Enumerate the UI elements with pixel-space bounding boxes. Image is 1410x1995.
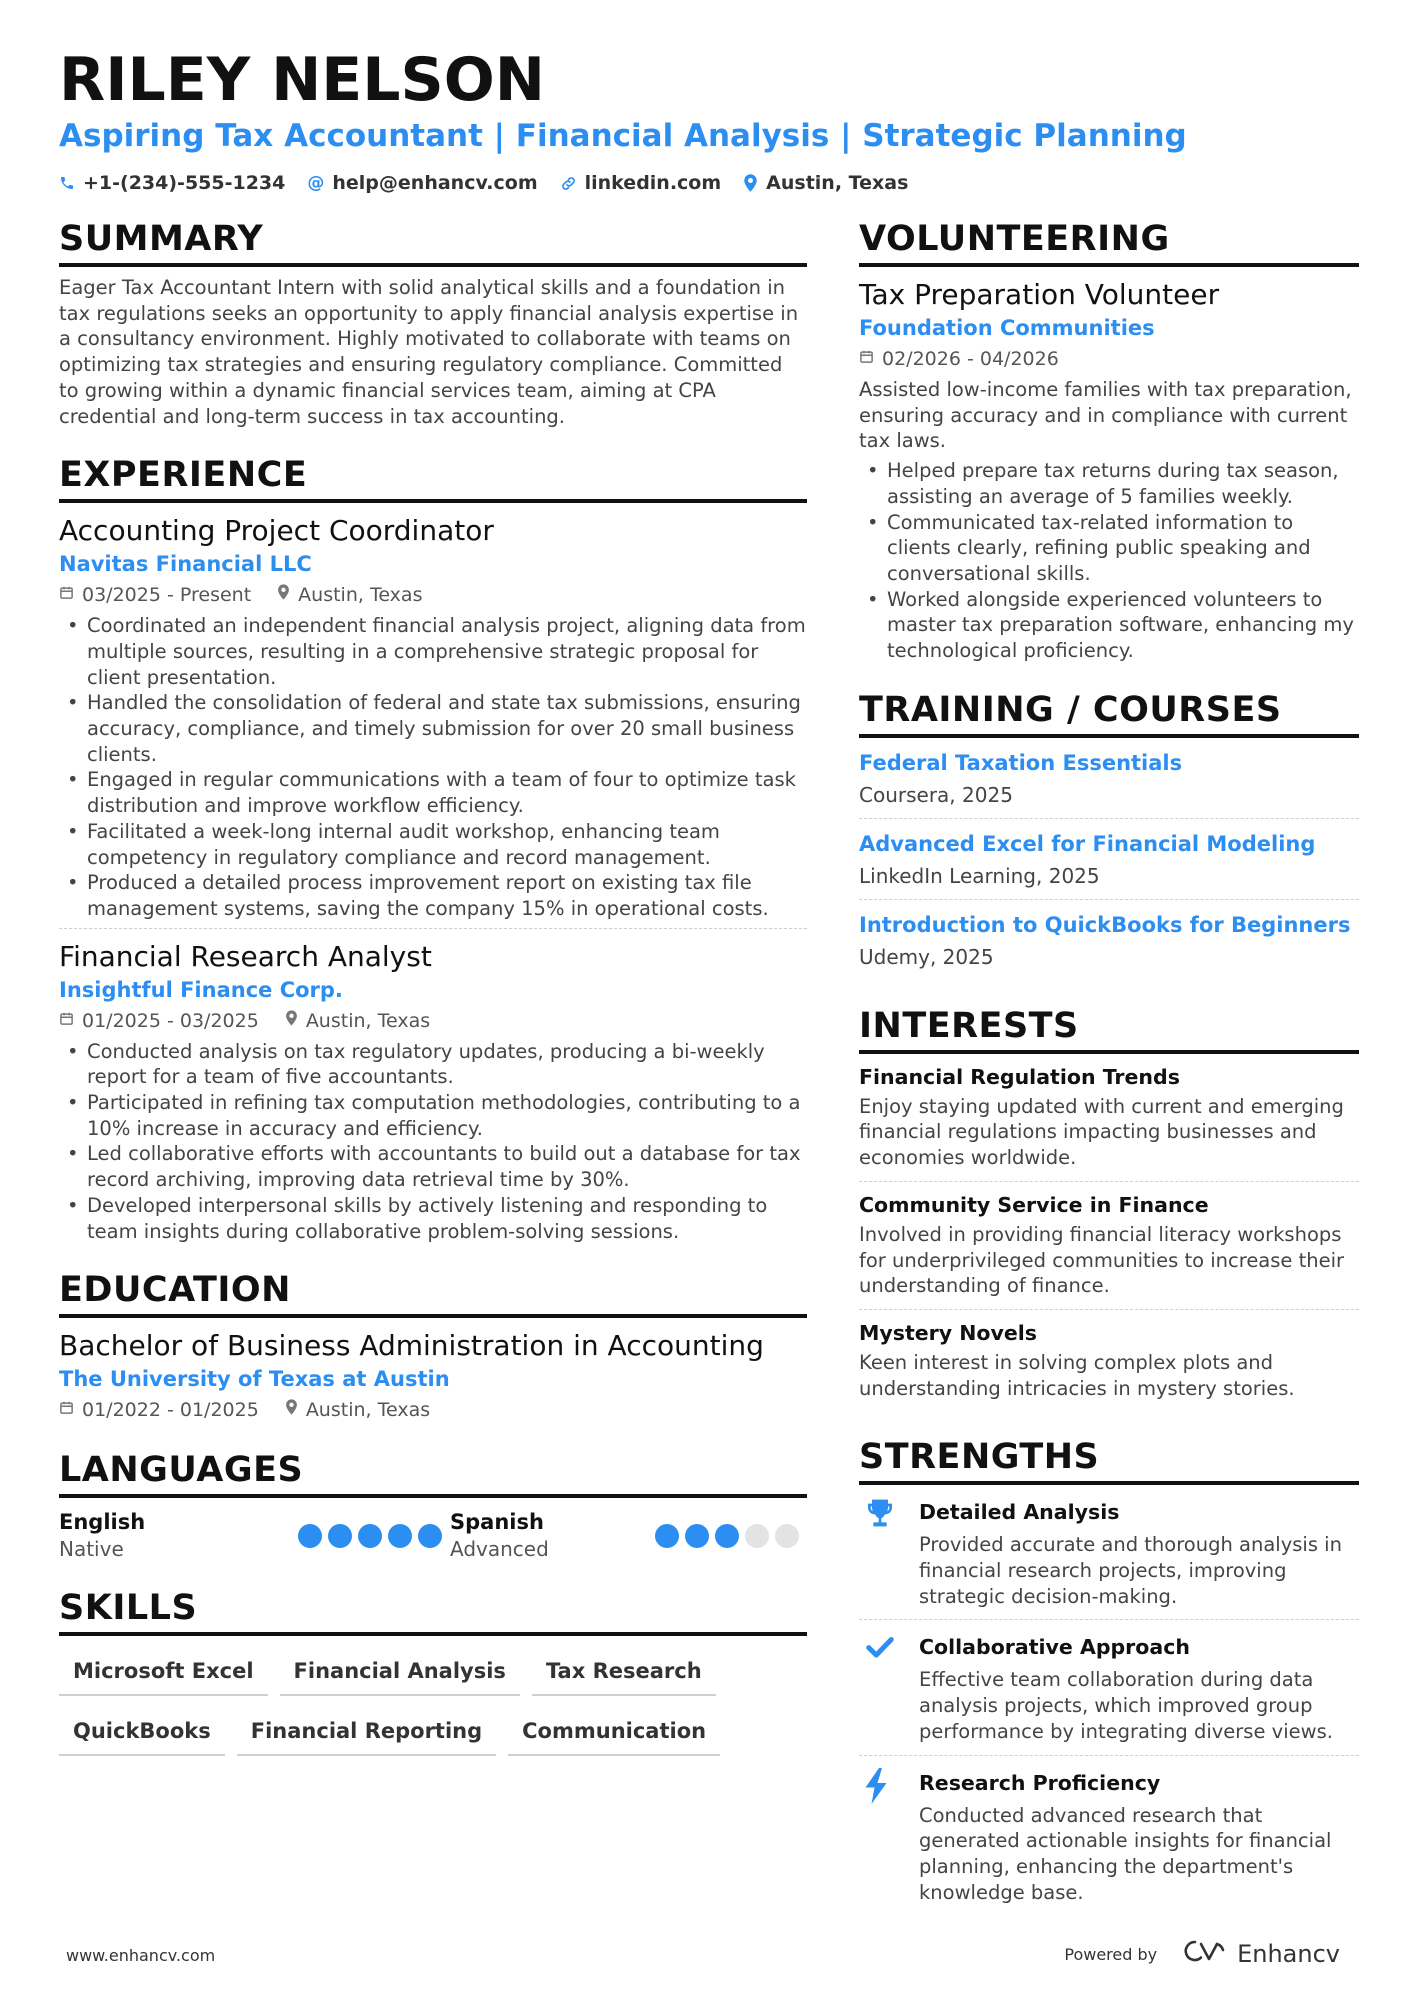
education-entry bbox=[59, 1318, 807, 1424]
summary-section bbox=[59, 217, 807, 429]
volunteering-entry bbox=[859, 267, 1359, 664]
language-level: Native bbox=[59, 1537, 124, 1562]
language-item bbox=[59, 1508, 450, 1562]
map-pin-icon bbox=[743, 174, 758, 192]
proficiency-dot bbox=[775, 1524, 799, 1548]
education-meta bbox=[59, 1396, 807, 1424]
left-column bbox=[59, 217, 807, 1780]
interests-section bbox=[859, 1004, 1359, 1412]
volunteer-bullets bbox=[859, 458, 1359, 664]
language-item bbox=[450, 1508, 807, 1562]
strength-item bbox=[859, 1485, 1359, 1620]
experience-entry bbox=[59, 503, 807, 928]
proficiency-dot bbox=[685, 1524, 709, 1548]
section-heading: INTERESTS bbox=[859, 1004, 1359, 1054]
strength-description: Provided accurate and thorough analysis in financial research projects, improving strategic decision-making. bbox=[919, 1533, 1342, 1608]
course-item bbox=[859, 900, 1359, 980]
calendar-icon bbox=[59, 1007, 74, 1035]
proficiency-dot bbox=[388, 1524, 412, 1548]
contact-bar bbox=[59, 170, 908, 196]
proficiency-dots bbox=[655, 1524, 799, 1548]
summary-text: Eager Tax Accountant Intern with solid analytical skills and a foundation in tax regulations seeks an opportunity to apply financial analysis expertise in a consultancy environment. Highly motivated to collaborate with teams on optimizing tax strategies and ensuring regulatory compliance. Committed to growing within a dynamic financial services team, aiming at CPA credential and long-term success in tax accounting. bbox=[59, 276, 799, 428]
job-dates: 03/2025 - Present bbox=[82, 584, 252, 607]
list-item: • Produced a detailed process improvement report on existing tax file management systems, saving the company 15% in operational costs. bbox=[59, 870, 807, 921]
interest-item bbox=[859, 1182, 1359, 1310]
section-heading: TRAINING / COURSES bbox=[859, 688, 1359, 738]
volunteer-description: Assisted low-income families with tax preparation, ensuring accuracy and in compliance with current tax laws. bbox=[859, 378, 1352, 453]
education-section bbox=[59, 1268, 807, 1424]
volunteer-title: Tax Preparation Volunteer bbox=[859, 278, 1220, 311]
list-item: • Helped prepare tax returns during tax season, assisting an average of 5 families weekly. bbox=[859, 458, 1359, 509]
job-title: Accounting Project Coordinator bbox=[59, 514, 494, 548]
volunteering-section bbox=[859, 217, 1359, 664]
languages-section bbox=[59, 1448, 807, 1562]
course-item bbox=[859, 738, 1359, 819]
section-heading: SUMMARY bbox=[59, 217, 807, 267]
list-item: • Coordinated an independent financial analysis project, aligning data from multiple sources, resulting in a comprehensive strategic proposal for client presentation. bbox=[59, 613, 807, 690]
location-text: Austin, Texas bbox=[766, 172, 909, 194]
right-column bbox=[859, 217, 1359, 1939]
education-location: Austin, Texas bbox=[305, 1399, 431, 1422]
job-meta bbox=[59, 1007, 807, 1035]
list-item: • Handled the consolidation of federal and state tax submissions, ensuring accuracy, compliance, and timely submission for over 20 small business clients. bbox=[59, 690, 807, 767]
strength-description: Conducted advanced research that generated actionable insights for financial planning, enhancing the department's knowledge base. bbox=[919, 1803, 1332, 1904]
calendar-icon bbox=[859, 345, 874, 373]
link-icon bbox=[560, 175, 577, 192]
skill-tag: QuickBooks bbox=[59, 1710, 225, 1756]
experience-section bbox=[59, 453, 807, 1244]
brand-logo[interactable] bbox=[1181, 1938, 1340, 1970]
email-text: help@enhancv.com bbox=[332, 172, 538, 194]
company-name: Insightful Finance Corp. bbox=[59, 977, 343, 1002]
interest-description: Keen interest in solving complex plots and understanding intricacies in mystery stories. bbox=[859, 1350, 1295, 1400]
footer-branding bbox=[1064, 1938, 1340, 1970]
lightning-icon bbox=[859, 1768, 919, 1906]
skills-section bbox=[59, 1586, 807, 1756]
job-bullets bbox=[59, 613, 807, 921]
trophy-icon bbox=[859, 1497, 919, 1609]
school-name: The University of Texas at Austin bbox=[59, 1367, 450, 1392]
proficiency-dot bbox=[328, 1524, 352, 1548]
volunteer-meta bbox=[859, 345, 1359, 373]
skill-tag: Tax Research bbox=[532, 1650, 716, 1696]
phone-text: +1-(234)-555-1234 bbox=[83, 172, 286, 194]
interest-title: Mystery Novels bbox=[859, 1320, 1038, 1345]
contact-phone[interactable] bbox=[59, 172, 285, 194]
proficiency-dot bbox=[715, 1524, 739, 1548]
contact-linkedin[interactable] bbox=[560, 172, 722, 194]
section-heading: STRENGTHS bbox=[859, 1435, 1359, 1485]
skill-tag: Financial Reporting bbox=[237, 1710, 496, 1756]
proficiency-dot bbox=[358, 1524, 382, 1548]
calendar-icon bbox=[59, 581, 74, 609]
course-provider: Udemy, 2025 bbox=[859, 944, 994, 969]
language-name: Spanish bbox=[450, 1510, 544, 1535]
list-item: • Worked alongside experienced volunteers to master tax preparation software, enhancing my technological proficiency. bbox=[859, 587, 1359, 664]
brand-name: Enhancv bbox=[1237, 1940, 1340, 1968]
job-dates: 01/2025 - 03/2025 bbox=[82, 1009, 259, 1032]
course-item bbox=[859, 819, 1359, 900]
volunteer-org: Foundation Communities bbox=[859, 316, 1155, 340]
interest-description: Enjoy staying updated with current and emerging financial regulations impacting businesses and economies worldwide. bbox=[859, 1094, 1344, 1170]
proficiency-dot bbox=[298, 1524, 322, 1548]
list-item: • Facilitated a week-long internal audit workshop, enhancing team competency in regulatory compliance and record management. bbox=[59, 819, 807, 870]
enhancv-logo-icon bbox=[1181, 1938, 1227, 1970]
list-item: • Communicated tax-related information to clients clearly, refining public speaking and conversational skills. bbox=[859, 510, 1359, 587]
proficiency-dot bbox=[655, 1524, 679, 1548]
interest-title: Community Service in Finance bbox=[859, 1192, 1209, 1217]
proficiency-dot bbox=[418, 1524, 442, 1548]
contact-email[interactable] bbox=[307, 172, 537, 194]
skills-list bbox=[59, 1636, 807, 1756]
strengths-section bbox=[859, 1435, 1359, 1915]
volunteer-dates: 02/2026 - 04/2026 bbox=[882, 348, 1059, 370]
skill-tag: Communication bbox=[508, 1710, 720, 1756]
job-bullets bbox=[59, 1039, 807, 1245]
strength-description: Effective team collaboration during data analysis projects, which improved group performance by integrating diverse views. bbox=[919, 1668, 1333, 1743]
list-item: • Engaged in regular communications with a team of four to optimize task distribution and improve workflow efficiency. bbox=[59, 767, 807, 818]
strength-item bbox=[859, 1620, 1359, 1755]
degree: Bachelor of Business Administration in Accounting bbox=[59, 1329, 764, 1363]
candidate-name: RILEY NELSON bbox=[59, 45, 545, 115]
list-item: • Led collaborative efforts with accountants to build out a database for tax record archiving, improving data retrieval time by 30%. bbox=[59, 1141, 807, 1192]
interest-title: Financial Regulation Trends bbox=[859, 1064, 1180, 1089]
languages-list bbox=[59, 1498, 807, 1562]
experience-entry bbox=[59, 929, 807, 1245]
phone-icon bbox=[59, 175, 75, 191]
at-sign-icon: @ bbox=[307, 173, 325, 193]
job-location: Austin, Texas bbox=[298, 584, 423, 607]
section-heading: EDUCATION bbox=[59, 1268, 807, 1318]
course-title: Advanced Excel for Financial Modeling bbox=[859, 831, 1316, 856]
list-item: • Developed interpersonal skills by actively listening and responding to team insights during collaborative problem-solving sessions. bbox=[59, 1193, 807, 1244]
strength-title: Collaborative Approach bbox=[919, 1635, 1190, 1660]
proficiency-dots bbox=[298, 1524, 442, 1548]
course-provider: Coursera, 2025 bbox=[859, 782, 1013, 807]
map-pin-icon bbox=[285, 1007, 298, 1035]
footer-website[interactable]: www.enhancv.com bbox=[66, 1946, 216, 1965]
candidate-title: Aspiring Tax Accountant | Financial Analysis | Strategic Planning bbox=[59, 118, 1187, 154]
strength-title: Research Proficiency bbox=[919, 1770, 1161, 1795]
checkmark-icon bbox=[859, 1632, 919, 1744]
job-meta bbox=[59, 581, 807, 609]
section-heading: LANGUAGES bbox=[59, 1448, 807, 1498]
linkedin-text: linkedin.com bbox=[584, 172, 722, 194]
language-level: Advanced bbox=[450, 1537, 549, 1562]
training-section bbox=[859, 688, 1359, 980]
calendar-icon bbox=[59, 1396, 74, 1424]
language-name: English bbox=[59, 1510, 146, 1535]
powered-by-label: Powered by bbox=[1064, 1944, 1158, 1964]
job-location: Austin, Texas bbox=[305, 1009, 431, 1032]
skill-tag: Financial Analysis bbox=[280, 1650, 520, 1696]
map-pin-icon bbox=[277, 581, 290, 609]
interest-description: Involved in providing financial literacy workshops for underprivileged communities to increase their understanding of finance. bbox=[859, 1222, 1345, 1298]
list-item: • Conducted analysis on tax regulatory updates, producing a bi-weekly report for a team of five accountants. bbox=[59, 1039, 807, 1090]
interest-item bbox=[859, 1054, 1359, 1182]
course-title: Introduction to QuickBooks for Beginners bbox=[859, 912, 1351, 937]
skill-tag: Microsoft Excel bbox=[59, 1650, 268, 1696]
job-title: Financial Research Analyst bbox=[59, 939, 432, 973]
company-name: Navitas Financial LLC bbox=[59, 552, 312, 577]
strength-item bbox=[859, 1756, 1359, 1916]
list-item: • Participated in refining tax computation methodologies, contributing to a 10% increase in accuracy and efficiency. bbox=[59, 1090, 807, 1141]
course-title: Federal Taxation Essentials bbox=[859, 750, 1183, 775]
section-heading: VOLUNTEERING bbox=[859, 217, 1359, 267]
section-heading: SKILLS bbox=[59, 1586, 807, 1636]
interest-item bbox=[859, 1310, 1359, 1411]
contact-location bbox=[743, 172, 908, 194]
education-dates: 01/2022 - 01/2025 bbox=[82, 1399, 259, 1422]
course-provider: LinkedIn Learning, 2025 bbox=[859, 863, 1100, 888]
map-pin-icon bbox=[285, 1396, 298, 1424]
proficiency-dot bbox=[745, 1524, 769, 1548]
section-heading: EXPERIENCE bbox=[59, 453, 807, 503]
strength-title: Detailed Analysis bbox=[919, 1500, 1120, 1525]
